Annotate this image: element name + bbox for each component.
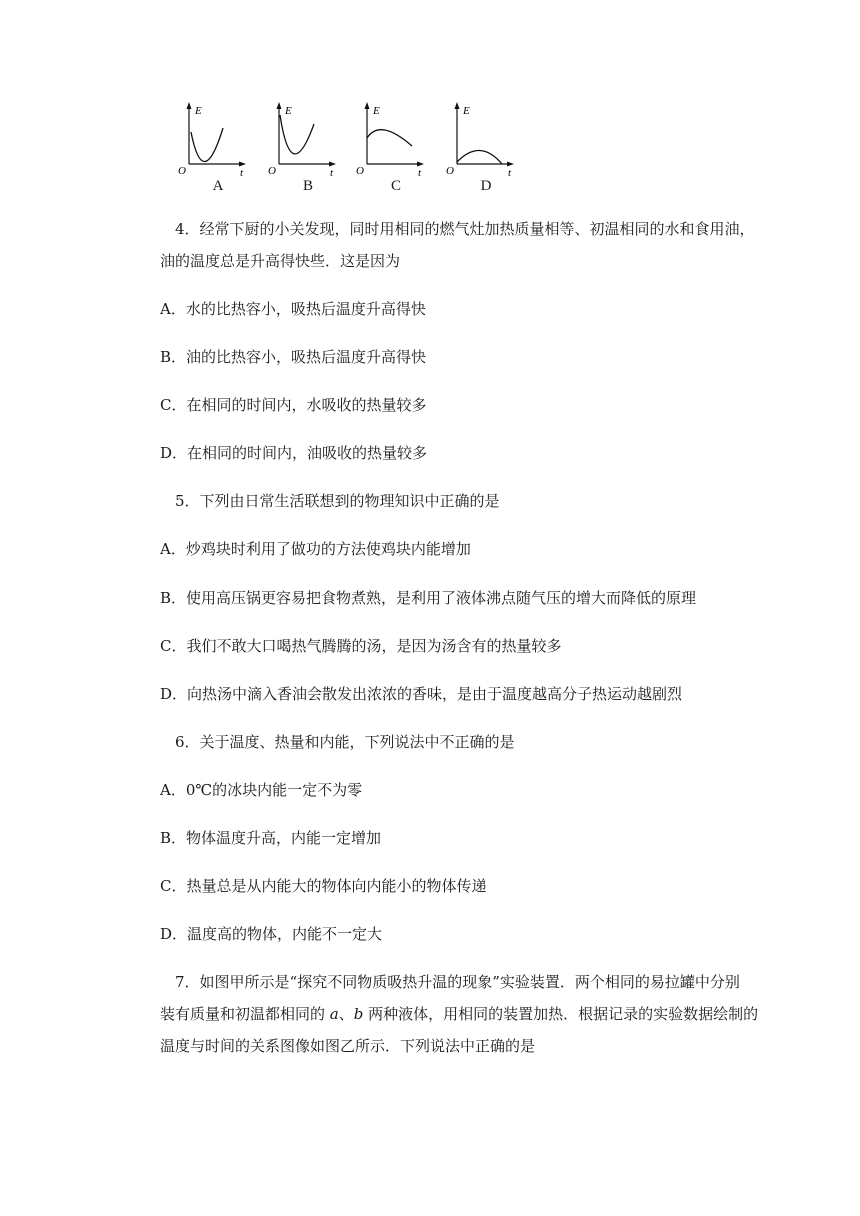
q7-sep: 、 bbox=[338, 1005, 354, 1023]
graph-options bbox=[176, 98, 536, 194]
q4-option-a: A．水的比热容小，吸热后温度升高得快 bbox=[160, 300, 426, 318]
graph-a-axis-x: t bbox=[240, 167, 244, 178]
graph-d-axis-x: t bbox=[508, 167, 512, 178]
graph-d-axis-y: E bbox=[463, 105, 470, 117]
graph-d-origin: O bbox=[446, 165, 454, 177]
graph-b-label: B bbox=[302, 178, 313, 194]
q6-stem: 6．关于温度、热量和内能，下列说法中不正确的是 bbox=[175, 733, 515, 751]
q7-var-a: a bbox=[329, 1005, 339, 1023]
graph-a bbox=[176, 98, 256, 194]
q7-var-b: b bbox=[353, 1005, 364, 1023]
graph-c-axis-y: E bbox=[373, 105, 380, 117]
q5-option-b: B．使用高压锅更容易把食物煮熟，是利用了液体沸点随气压的增大而降低的原理 bbox=[160, 589, 697, 607]
q4-option-d: D．在相同的时间内，油吸收的热量较多 bbox=[160, 444, 428, 462]
graph-b-origin: O bbox=[268, 165, 276, 177]
q4-stem-line1: 4．经常下厨的小关发现，同时用相同的燃气灶加热质量相等、初温相同的水和食用油， bbox=[175, 220, 755, 238]
graph-d-label: D bbox=[480, 178, 492, 194]
q6-option-c: C．热量总是从内能大的物体向内能小的物体传递 bbox=[160, 877, 487, 895]
graph-b bbox=[266, 98, 346, 194]
q5-option-c: C．我们不敢大口喝热气腾腾的汤，是因为汤含有的热量较多 bbox=[160, 637, 562, 655]
graph-b-axis-y: E bbox=[285, 105, 292, 117]
graph-a-origin: O bbox=[178, 165, 186, 177]
graph-a-plot bbox=[176, 98, 256, 178]
q6-option-d: D．温度高的物体，内能不一定大 bbox=[160, 925, 383, 943]
graph-a-axis-y: E bbox=[195, 105, 202, 117]
q7-line2-start: 装有质量和初温都相同的 bbox=[160, 1005, 330, 1023]
q7-stem-line2 bbox=[160, 1004, 758, 1024]
graph-c bbox=[354, 98, 434, 194]
graph-c-origin: O bbox=[356, 165, 364, 177]
q5-option-a: A．炒鸡块时利用了做功的方法使鸡块内能增加 bbox=[160, 540, 471, 558]
q5-option-d: D．向热汤中滴入香油会散发出浓浓的香味，是由于温度越高分子热运动越剧烈 bbox=[160, 685, 683, 703]
q4-option-c: C．在相同的时间内，水吸收的热量较多 bbox=[160, 396, 427, 414]
q5-stem: 5．下列由日常生活联想到的物理知识中正确的是 bbox=[175, 492, 500, 510]
graph-d-plot bbox=[444, 98, 524, 178]
q6-option-b: B．物体温度升高，内能一定增加 bbox=[160, 829, 382, 847]
graph-c-axis-x: t bbox=[418, 167, 422, 178]
graph-c-plot bbox=[354, 98, 434, 178]
graph-d bbox=[444, 98, 524, 194]
q6-option-a: A．0℃的冰块内能一定不为零 bbox=[160, 781, 363, 799]
q7-line2-end: 两种液体，用相同的装置加热．根据记录的实验数据绘制的 bbox=[363, 1005, 759, 1023]
graph-c-label: C bbox=[390, 178, 401, 194]
graph-a-label: A bbox=[212, 178, 224, 194]
q7-stem-line3: 温度与时间的关系图像如图乙所示．下列说法中正确的是 bbox=[160, 1037, 536, 1055]
graph-b-plot bbox=[266, 98, 346, 178]
q7-stem-line1: 7．如图甲所示是“探究不同物质吸热升温的现象”实验装置．两个相同的易拉罐中分别 bbox=[175, 973, 740, 991]
graph-b-axis-x: t bbox=[330, 167, 334, 178]
q4-stem-line2: 油的温度总是升高得快些．这是因为 bbox=[160, 252, 401, 270]
q4-option-b: B．油的比热容小，吸热后温度升高得快 bbox=[160, 348, 427, 366]
